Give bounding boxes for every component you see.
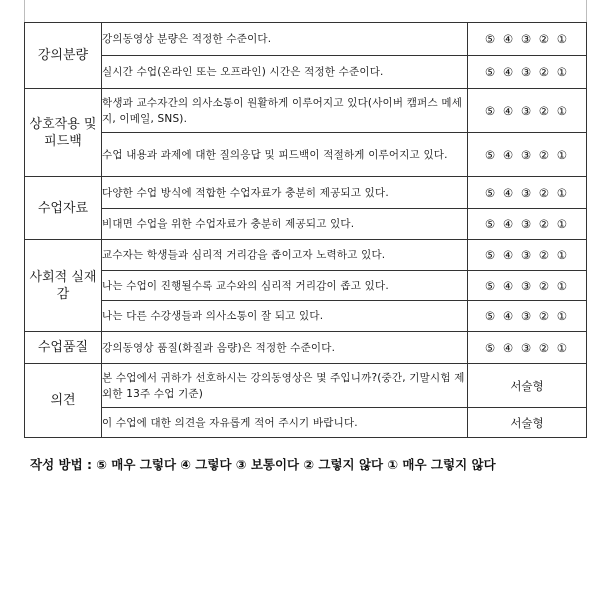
question-cell: 수업 내용과 과제에 대한 질의응답 및 피드백이 적절하게 이루어지고 있다. [102,133,468,177]
rating-scale[interactable]: ⑤ ④ ③ ② ① [468,133,587,177]
rating-scale[interactable]: ⑤ ④ ③ ② ① [468,240,587,271]
category-cell: 사회적 실재감 [25,240,102,332]
rating-scale[interactable]: ⑤ ④ ③ ② ① [468,271,587,301]
question-cell: 학생과 교수자간의 의사소통이 원활하게 이루어지고 있다(사이버 캠퍼스 메세지, 이메일, SNS). [102,89,468,133]
rating-scale[interactable]: ⑤ ④ ③ ② ① [468,332,587,364]
table-row [25,56,587,89]
table-row [25,177,587,209]
question-cell: 본 수업에서 귀하가 선호하시는 강의동영상은 몇 주입니까?(중간, 기말시험 제외한 13주 수업 기준) [102,364,468,408]
question-cell: 비대면 수업을 위한 수업자료가 충분히 제공되고 있다. [102,209,468,240]
rating-scale[interactable]: ⑤ ④ ③ ② ① [468,177,587,209]
question-cell: 실시간 수업(온라인 또는 오프라인) 시간은 적정한 수준이다. [102,56,468,89]
survey-table [24,22,587,438]
rating-scale[interactable]: ⑤ ④ ③ ② ① [468,301,587,332]
essay-answer-cell[interactable]: 서술형 [468,364,587,408]
table-row [25,364,587,408]
question-cell: 강의동영상 품질(화질과 음량)은 적정한 수준이다. [102,332,468,364]
category-cell: 수업품질 [25,332,102,364]
question-cell: 교수자는 학생들과 심리적 거리감을 좁이고자 노력하고 있다. [102,240,468,271]
table-row [25,89,587,133]
table-row [25,209,587,240]
page-edge-left [24,0,25,22]
question-cell: 나는 수업이 진행될수록 교수와의 심리적 거리감이 좁고 있다. [102,271,468,301]
rating-scale[interactable]: ⑤ ④ ③ ② ① [468,89,587,133]
question-cell: 강의동영상 분량은 적정한 수준이다. [102,23,468,56]
table-row [25,332,587,364]
rating-scale[interactable]: ⑤ ④ ③ ② ① [468,56,587,89]
table-row [25,271,587,301]
table-row [25,240,587,271]
category-cell: 강의분량 [25,23,102,89]
essay-answer-cell[interactable]: 서술형 [468,408,587,438]
category-cell: 상호작용 및 피드백 [25,89,102,177]
page-edge-right [586,0,587,22]
question-cell: 다양한 수업 방식에 적합한 수업자료가 충분히 제공되고 있다. [102,177,468,209]
category-cell: 의견 [25,364,102,438]
rating-scale[interactable]: ⑤ ④ ③ ② ① [468,209,587,240]
table-row [25,133,587,177]
category-cell: 수업자료 [25,177,102,240]
rating-scale[interactable]: ⑤ ④ ③ ② ① [468,23,587,56]
question-cell: 나는 다른 수강생들과 의사소통이 잘 되고 있다. [102,301,468,332]
method-note: 작성 방법 : ⑤ 매우 그렇다 ④ 그렇다 ③ 보통이다 ② 그렇지 않다 ① 매우 그렇지 않다 [30,457,496,472]
question-cell: 이 수업에 대한 의견을 자유롭게 적어 주시기 바랍니다. [102,408,468,438]
table-row [25,301,587,332]
table-row [25,408,587,438]
table-row [25,23,587,56]
